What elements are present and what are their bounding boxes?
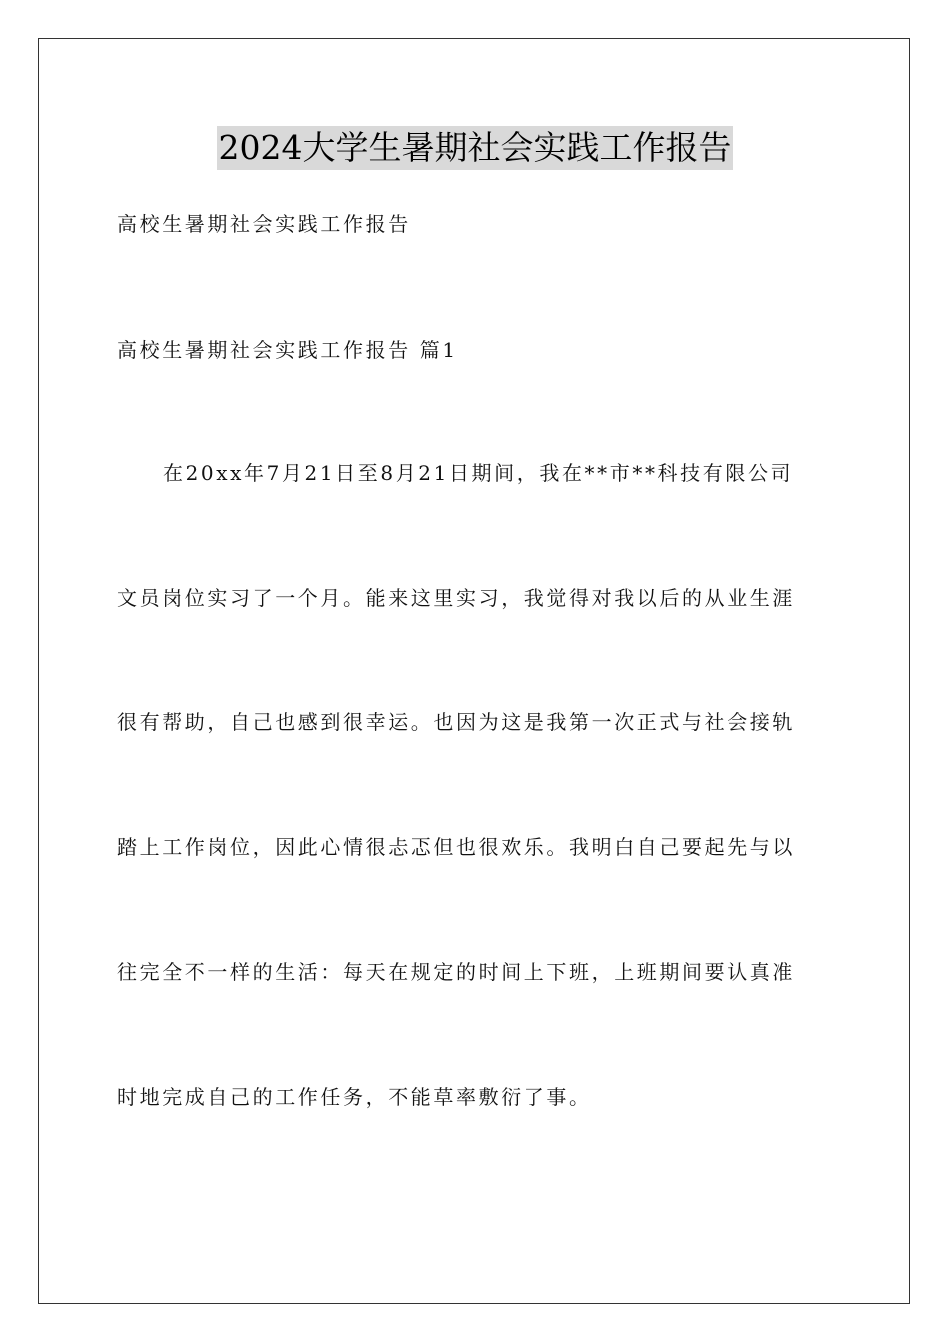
- paragraph-line: 踏上工作岗位，因此心情很忐忑但也很欢乐。我明白自己要起先与以: [117, 835, 795, 859]
- section-heading: 高校生暑期社会实践工作报告 篇1: [117, 338, 458, 362]
- paragraph-line: 很有帮助，自己也感到很幸运。也因为这是我第一次正式与社会接轨: [117, 710, 795, 734]
- document-subtitle: 高校生暑期社会实践工作报告: [117, 212, 411, 236]
- paragraph-line: 时地完成自己的工作任务，不能草率敷衍了事。: [117, 1085, 592, 1109]
- paragraph-line: 文员岗位实习了一个月。能来这里实习，我觉得对我以后的从业生涯: [117, 586, 795, 610]
- paragraph-line: 在20xx年7月21日至8月21日期间，我在**市**科技有限公司: [163, 461, 794, 485]
- paragraph-line: 往完全不一样的生活：每天在规定的时间上下班，上班期间要认真准: [117, 960, 795, 984]
- title-container: [0, 126, 950, 170]
- document-title: 2024大学生暑期社会实践工作报告: [217, 126, 734, 170]
